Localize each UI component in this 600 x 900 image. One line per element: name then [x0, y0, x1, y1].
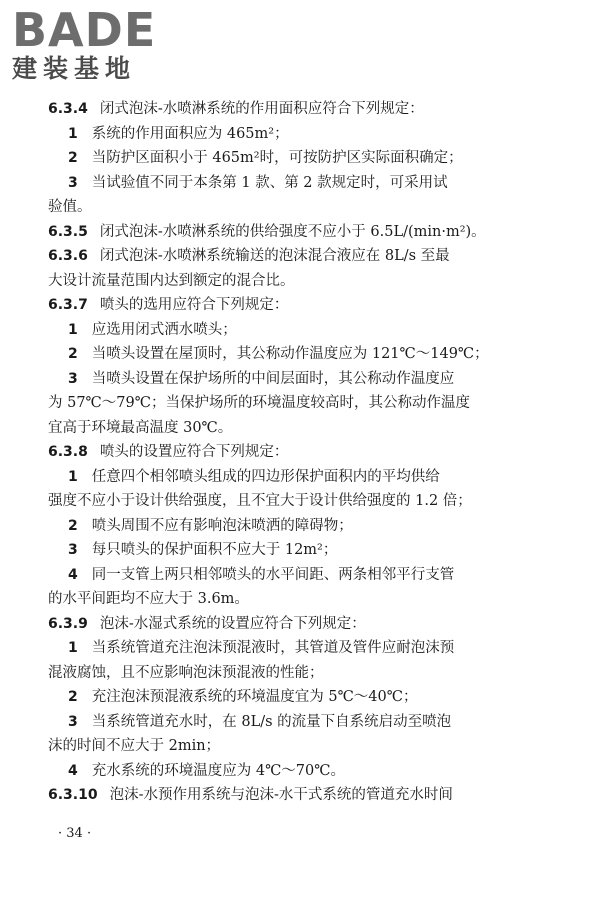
section-number: 6.3.10: [48, 787, 98, 803]
continuation-line: [48, 196, 578, 218]
item-number: 2: [68, 689, 78, 705]
line-text: 当喷头设置在保护场所的中间层面时，其公称动作温度应: [91, 370, 455, 387]
item-number: 3: [68, 370, 78, 387]
section-number: 6.3.4: [48, 101, 88, 117]
section-line: [48, 784, 578, 806]
list-item-line: [68, 637, 598, 659]
continuation-line: [48, 490, 578, 512]
item-number: 1: [68, 640, 78, 656]
line-text: 当防护区面积小于 465m²时，可按防护区实际面积确定；: [91, 150, 463, 166]
line-text: 泡沫-水湿式系统的设置应符合下列规定：: [99, 615, 366, 632]
list-item-line: [68, 123, 598, 145]
line-text: 系统的作用面积应为 465m²；: [91, 125, 289, 142]
line-text: 喷头的选用应符合下列规定：: [99, 297, 289, 313]
continuation-line: [48, 270, 578, 292]
line-text: 喷头周围不应有影响泡沫喷洒的障碍物；: [91, 517, 353, 534]
line-text: 强度不应小于设计供给强度，且不宜大于设计供给强度的 1.2 倍；: [48, 493, 472, 509]
line-text: 充注泡沫预混液系统的环境温度宜为 5℃～40℃；: [91, 689, 418, 705]
line-text: 混液腐蚀，且不应影响泡沫预混液的性能；: [48, 664, 324, 681]
section-number: 6.3.9: [48, 615, 88, 632]
continuation-line: [48, 662, 578, 684]
line-text: 闭式泡沫-水喷淋系统的作用面积应符合下列规定：: [99, 101, 424, 117]
item-number: 4: [68, 566, 78, 583]
line-text: 宜高于环境最高温度 30℃。: [48, 419, 233, 436]
line-text: 泡沫-水预作用系统与泡沫-水干式系统的管道充水时间: [109, 787, 453, 803]
line-text: 喷头的设置应符合下列规定：: [99, 444, 289, 460]
item-number: 2: [68, 150, 78, 166]
item-number: 4: [68, 762, 78, 779]
list-item-line: [68, 539, 598, 561]
line-text: 闭式泡沫-水喷淋系统的供给强度不应小于 6.5L/(min·m²)。: [99, 223, 486, 240]
page-number: · 34 ·: [58, 826, 92, 841]
logo-brand-text: BADE: [12, 3, 157, 57]
list-item-line: [68, 368, 598, 390]
line-text: 充水系统的环境温度应为 4℃～70℃。: [91, 762, 345, 779]
list-item-line: [68, 711, 598, 733]
continuation-line: [48, 735, 578, 757]
item-number: 1: [68, 125, 78, 142]
list-item-line: [68, 564, 598, 586]
line-text: 沫的时间不应大于 2min；: [48, 738, 221, 754]
line-text: 当试验值不同于本条第 1 款、第 2 款规定时，可采用试: [91, 174, 448, 191]
item-number: 1: [68, 321, 78, 338]
list-item-line: [68, 319, 598, 341]
line-text: 大设计流量范围内达到额定的混合比。: [48, 272, 295, 289]
section-line: [48, 294, 578, 316]
line-text: 应选用闭式洒水喷头；: [91, 321, 237, 338]
line-text: 的水平间距均不应大于 3.6m。: [48, 591, 249, 607]
list-item-line: [68, 172, 598, 194]
list-item-line: [68, 515, 598, 537]
item-number: 1: [68, 468, 78, 485]
line-text: 验值。: [48, 199, 92, 215]
line-text: 当喷头设置在屋顶时，其公称动作温度应为 121℃～149℃；: [91, 346, 489, 362]
logo-subtitle: 建装基地: [12, 54, 137, 83]
list-item-line: [68, 466, 598, 488]
section-line: [48, 613, 578, 635]
item-number: 3: [68, 713, 78, 730]
section-number: 6.3.5: [48, 223, 88, 240]
list-item-line: [68, 686, 598, 708]
section-number: 6.3.6: [48, 248, 88, 264]
list-item-line: [68, 760, 598, 782]
line-text: 当系统管道充注泡沫预混液时，其管道及管件应耐泡沫预: [91, 640, 455, 656]
list-item-line: [68, 147, 598, 169]
section-line: [48, 245, 578, 267]
list-item-line: [68, 343, 598, 365]
line-text: 当系统管道充水时，在 8L/s 的流量下自系统启动至喷泡: [91, 713, 452, 730]
continuation-line: [48, 588, 578, 610]
section-line: [48, 221, 578, 243]
brand-logo: [8, 4, 178, 86]
line-text: 同一支管上两只相邻喷头的水平间距、两条相邻平行支管: [91, 566, 455, 583]
item-number: 3: [68, 542, 78, 558]
item-number: 2: [68, 346, 78, 362]
section-number: 6.3.8: [48, 444, 88, 460]
line-text: 闭式泡沫-水喷淋系统输送的泡沫混合液应在 8L/s 至最: [99, 248, 450, 264]
section-line: [48, 98, 578, 120]
line-text: 每只喷头的保护面积不应大于 12m²；: [91, 542, 338, 558]
line-text: 为 57℃～79℃；当保护场所的环境温度较高时，其公称动作温度: [48, 395, 470, 411]
section-line: [48, 441, 578, 463]
section-number: 6.3.7: [48, 297, 88, 313]
continuation-line: [48, 417, 578, 439]
continuation-line: [48, 392, 578, 414]
line-text: 任意四个相邻喷头组成的四边形保护面积内的平均供给: [91, 468, 440, 485]
item-number: 2: [68, 517, 78, 534]
item-number: 3: [68, 174, 78, 191]
